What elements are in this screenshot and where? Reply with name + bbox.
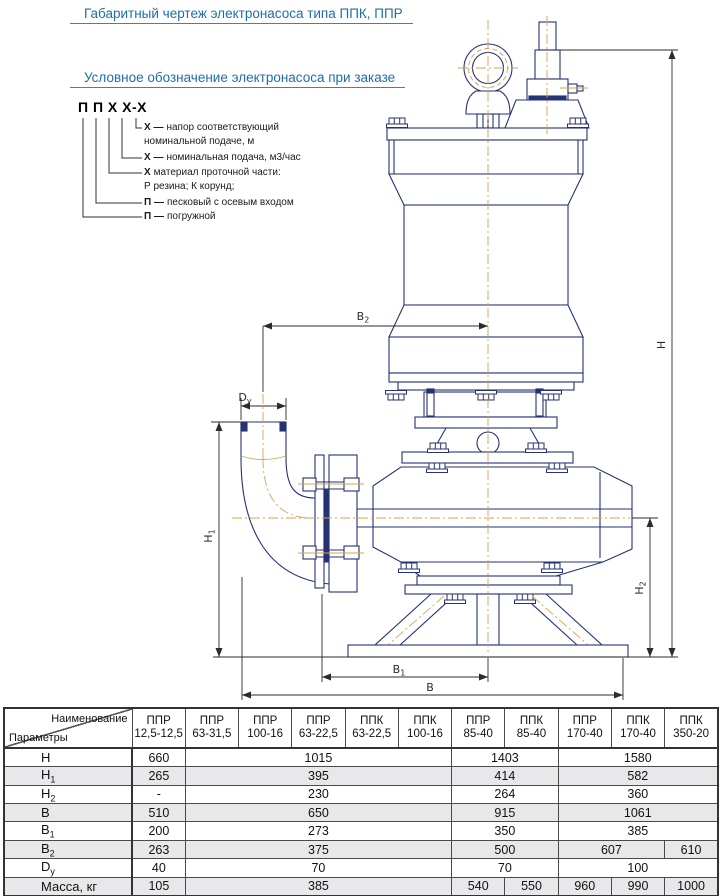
table-row [4,748,718,767]
value-cell: 990 [611,877,664,896]
parameters-table [3,707,719,896]
dim-label-H2: $H_2$ [633,581,648,595]
designation-item-submersible: П — погружной [144,211,216,222]
table-row [4,767,718,786]
param-cell: $D_y$ [4,859,132,878]
value-cell: 264 [452,785,559,804]
pump-body [241,22,632,657]
value-cell: 40 [132,859,185,878]
value-cell: 385 [558,822,718,841]
value-cell: 200 [132,822,185,841]
table-row [4,859,718,878]
value-cell: 263 [132,840,185,859]
table-row [4,840,718,859]
dim-label-B: B [426,681,434,694]
column-header: ППК 63-22,5 [345,708,398,748]
value-cell: 540 [452,877,505,896]
table-row [4,785,718,804]
column-header: ППК 350-20 [665,708,718,748]
designation-title-link[interactable]: Условное обозначение электронасоса при заказе [70,70,405,88]
value-cell: 550 [505,877,558,896]
column-header: ППР 63-22,5 [292,708,345,748]
value-cell: 650 [185,804,451,822]
table-row [4,822,718,841]
dim-label-H: H [655,340,668,350]
value-cell: 414 [452,767,559,786]
designation-item-head: Х — напор соответствующий номинальной подаче, м [144,122,279,147]
value-cell: 582 [558,767,718,786]
dim-label-B1: $B_1$ [392,663,406,678]
value-cell: 70 [452,859,559,878]
value-cell: 350 [452,822,559,841]
value-cell: 610 [665,840,718,859]
designation-item-material: Х материал проточной части: Р резина; К корунд; [144,167,281,192]
column-header: ППР 170-40 [558,708,611,748]
column-header: ППР 63-31,5 [185,708,238,748]
column-header: ППР 85-40 [452,708,505,748]
column-header: ППР 100-16 [239,708,292,748]
value-cell: 1000 [665,877,718,896]
value-cell: 500 [452,840,559,859]
value-cell: 105 [132,877,185,896]
designation-code: П П Х Х-Х [78,99,147,115]
page-title-link[interactable]: Габаритный чертеж электронасоса типа ППК, ППР [70,6,413,24]
value-cell: 915 [452,804,559,822]
value-cell: 510 [132,804,185,822]
dim-label-B2: $B_2$ [356,310,370,325]
value-cell: 1061 [558,804,718,822]
value-cell: 1015 [185,748,451,767]
value-cell: 1580 [558,748,718,767]
value-cell: 1403 [452,748,559,767]
param-cell: B [4,804,132,822]
dim-label-Dy: $D_y$ [238,391,252,406]
value-cell: 230 [185,785,451,804]
value-cell: 660 [132,748,185,767]
dim-label-H1: $H_1$ [202,529,217,543]
table-row [4,804,718,822]
value-cell: 385 [185,877,451,896]
column-header: ППК 100-16 [398,708,451,748]
param-cell: H [4,748,132,767]
param-cell: $B_1$ [4,822,132,841]
table-body [4,748,718,896]
param-cell: Масса, кг [4,877,132,896]
table-head [4,708,718,748]
designation-item-sand: П — песковый с осевым входом [144,197,294,208]
value-cell: 375 [185,840,451,859]
value-cell: 273 [185,822,451,841]
designation-connectors [83,118,142,217]
table-row [4,877,718,896]
value-cell: - [132,785,185,804]
param-cell: $B_2$ [4,840,132,859]
value-cell: 607 [558,840,665,859]
value-cell: 395 [185,767,451,786]
value-cell: 265 [132,767,185,786]
column-header: ППР 12,5-12,5 [132,708,185,748]
value-cell: 100 [558,859,718,878]
value-cell: 70 [185,859,451,878]
table-corner-cell: Наименование Параметры [4,708,132,748]
column-header: ППК 85-40 [505,708,558,748]
value-cell: 360 [558,785,718,804]
param-cell: $H_1$ [4,767,132,786]
designation-item-flow: Х — номинальная подача, м3/час [144,152,301,163]
value-cell: 960 [558,877,611,896]
param-cell: $H_2$ [4,785,132,804]
column-header: ППК 170-40 [611,708,664,748]
